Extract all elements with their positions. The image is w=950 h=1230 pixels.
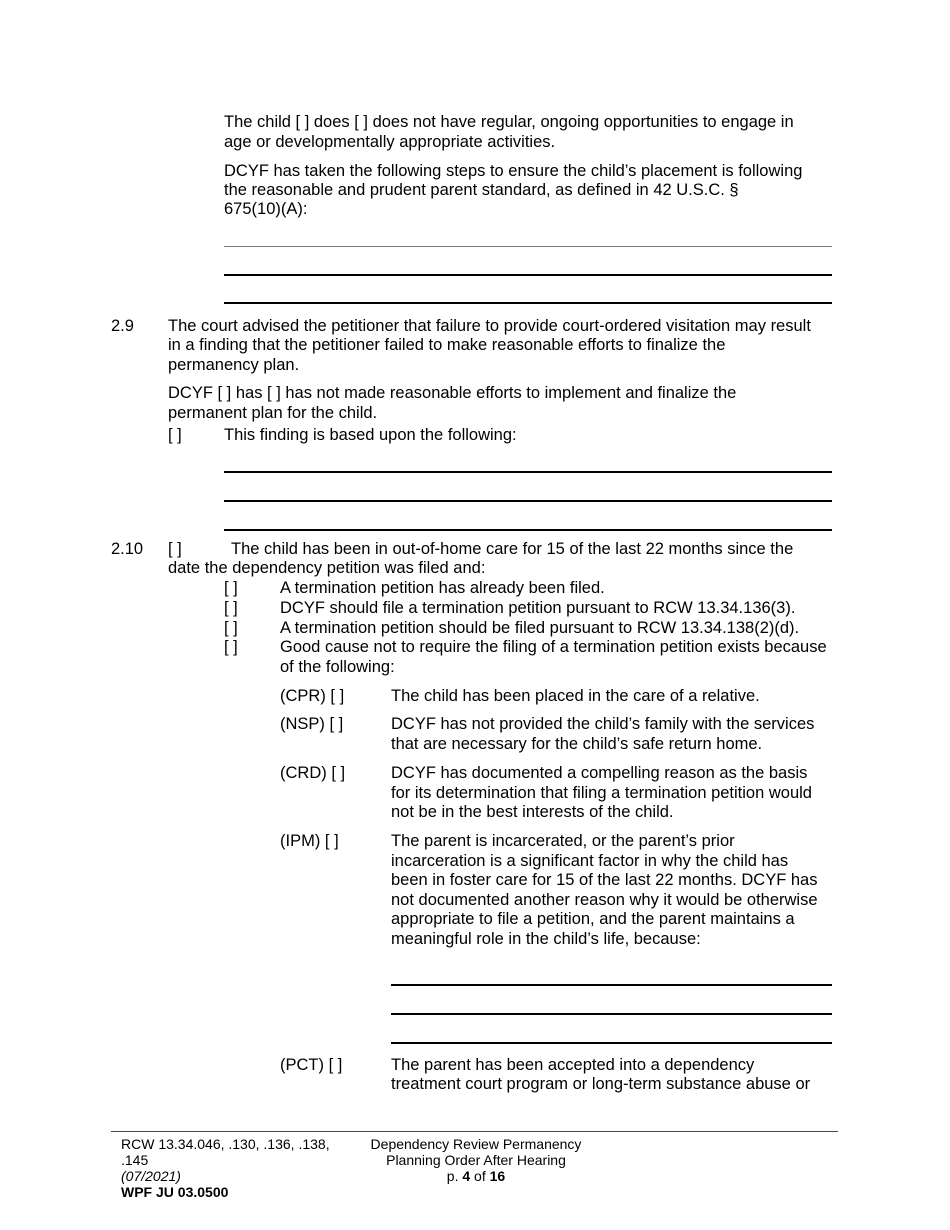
reason-ipm-line-2: incarceration is a significant factor in why the child has [391, 852, 789, 870]
efforts-line-1: DCYF [ ] has [ ] has not made reasonable efforts to implement and finalize the [168, 384, 737, 402]
prudent-line-1: DCYF has taken the following steps to ensure the child’s placement is following [224, 162, 803, 180]
footer-date: (07/2021) [121, 1168, 181, 1184]
finding-checkbox[interactable]: [ ] [168, 426, 182, 444]
activities-line-1: The child [ ] does [ ] does not have regular, ongoing opportunities to engage in [224, 113, 794, 131]
footer-page-number [356, 1168, 596, 1184]
footer-title-line-1: Dependency Review Permanency [370, 1136, 582, 1152]
s2-10-checkbox[interactable]: [ ] [168, 540, 182, 558]
s2-9-line-3: permanency plan. [168, 356, 300, 374]
reason-pct-line-1: The parent has been accepted into a dependency [391, 1056, 755, 1074]
footer-form-id: WPF JU 03.0500 [121, 1184, 229, 1200]
reason-code-nsp[interactable]: (NSP) [ ] [280, 715, 344, 733]
prudent-blank-line-3[interactable] [224, 302, 832, 304]
s2-9-line-2: in a finding that the petitioner failed to make reasonable efforts to finalize the [168, 336, 726, 354]
ipm-blank-line-2[interactable] [391, 1013, 832, 1015]
reason-code-pct[interactable]: (PCT) [ ] [280, 1056, 343, 1074]
option-checkbox-should-file[interactable]: [ ] [224, 619, 238, 637]
prudent-blank-line-2[interactable] [224, 274, 832, 276]
prudent-blank-line-1[interactable] [224, 246, 832, 247]
reason-ipm-line-5: appropriate to file a petition, and the parent maintains a [391, 910, 795, 928]
option-text-already-filed: A termination petition has already been filed. [280, 579, 605, 597]
reason-crd-line-1: DCYF has documented a compelling reason as the basis [391, 764, 808, 782]
reason-ipm-line-4: not documented another reason why it would be otherwise [391, 891, 818, 909]
reason-ipm-line-6: meaningful role in the child’s life, because: [391, 930, 701, 948]
finding-blank-line-2[interactable] [224, 500, 832, 502]
option-checkbox-good-cause[interactable]: [ ] [224, 638, 238, 656]
reason-code-cpr[interactable]: (CPR) [ ] [280, 687, 345, 705]
footer-rcw-line-1: RCW 13.34.046, .130, .136, .138, [121, 1136, 330, 1152]
footer-page-total: 16 [489, 1168, 506, 1184]
ipm-blank-line-3[interactable] [391, 1042, 832, 1044]
footer-rule [111, 1131, 838, 1132]
reason-crd-line-3: not be in the best interests of the child. [391, 803, 674, 821]
section-number-2-9: 2.9 [111, 317, 134, 335]
footer-page-prefix: p. [446, 1168, 463, 1184]
reason-nsp-line-1: DCYF has not provided the child’s family with the services [391, 715, 815, 733]
option-text-good-cause: Good cause not to require the filing of a termination petition exists because [280, 638, 827, 656]
option-checkbox-dcyf-file[interactable]: [ ] [224, 599, 238, 617]
footer-page-current: 4 [462, 1168, 471, 1184]
reason-nsp-line-2: that are necessary for the child’s safe return home. [391, 735, 763, 753]
reason-crd-line-2: for its determination that filing a termination petition would [391, 784, 812, 802]
reason-ipm-line-3: been in foster care for 15 of the last 22 months. DCYF has [391, 871, 818, 889]
footer-title-line-2: Planning Order After Hearing [386, 1152, 566, 1168]
option-text-dcyf-file: DCYF should file a termination petition pursuant to RCW 13.34.136(3). [280, 599, 796, 617]
finding-blank-line-1[interactable] [224, 471, 832, 473]
s2-10-line-2: date the dependency petition was filed and: [168, 559, 486, 577]
footer-page-of: of [470, 1168, 490, 1184]
s2-9-line-1: The court advised the petitioner that failure to provide court-ordered visitation may result [168, 317, 811, 335]
option-checkbox-already-filed[interactable]: [ ] [224, 579, 238, 597]
ipm-blank-line-1[interactable] [391, 984, 832, 986]
section-number-2-10: 2.10 [111, 540, 144, 558]
s2-10-line-1: The child has been in out-of-home care for 15 of the last 22 months since the [231, 540, 794, 558]
reason-code-crd[interactable]: (CRD) [ ] [280, 764, 346, 782]
footer-rcw-line-2: .145 [121, 1152, 149, 1168]
activities-line-2: age or developmentally appropriate activities. [224, 133, 556, 151]
reason-pct-line-2: treatment court program or long-term substance abuse or [391, 1075, 811, 1093]
option-text-should-file: A termination petition should be filed pursuant to RCW 13.34.138(2)(d). [280, 619, 800, 637]
reason-code-ipm[interactable]: (IPM) [ ] [280, 832, 339, 850]
prudent-line-3: 675(10)(A): [224, 200, 308, 218]
reason-ipm-line-1: The parent is incarcerated, or the parent’s prior [391, 832, 735, 850]
good-cause-continued: of the following: [280, 658, 395, 676]
finding-blank-line-3[interactable] [224, 529, 832, 531]
efforts-line-2: permanent plan for the child. [168, 404, 378, 422]
prudent-line-2: the reasonable and prudent parent standard, as defined in 42 U.S.C. § [224, 181, 739, 199]
reason-cpr-line-1: The child has been placed in the care of a relative. [391, 687, 760, 705]
finding-text: This finding is based upon the following: [224, 426, 517, 444]
